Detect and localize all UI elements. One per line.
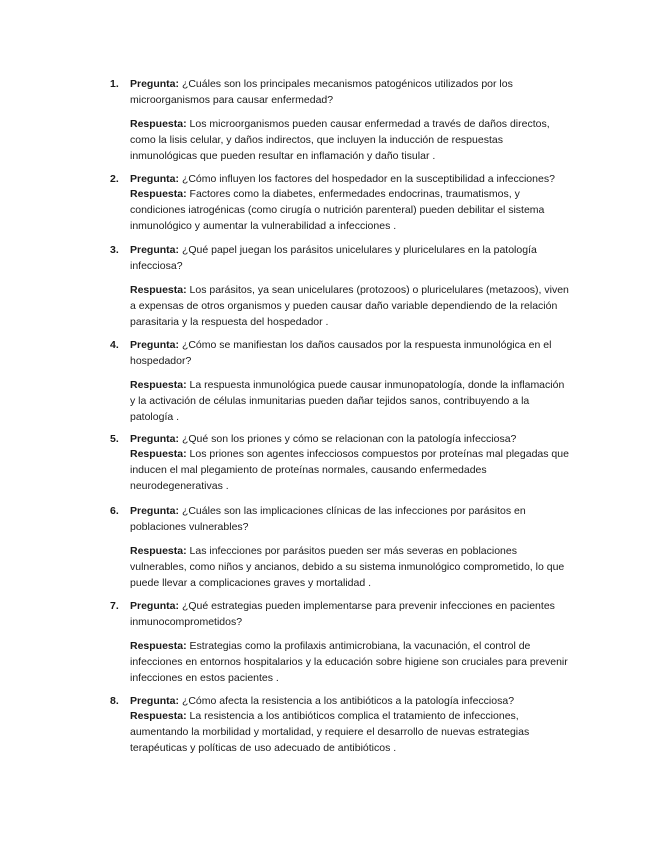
answer-text: Los microorganismos pueden causar enfermedad a través de daños directos, como la lisis celular, y daños indirectos, que incluyen la inducción de respuestas inmunológicas que pueden resultar en inflamación y daño tisular . bbox=[130, 118, 550, 163]
answer-label: Respuesta: bbox=[130, 379, 187, 391]
answer-label: Respuesta: bbox=[130, 118, 187, 130]
item-number: 2. bbox=[110, 173, 119, 185]
answer bbox=[130, 638, 570, 687]
item-number: 7. bbox=[110, 600, 119, 612]
question-text: ¿Cuáles son las implicaciones clínicas de las infecciones por parásitos en poblaciones vulnerables? bbox=[130, 505, 526, 534]
question-label: Pregunta: bbox=[130, 505, 180, 517]
question-label: Pregunta: bbox=[130, 244, 180, 256]
question-text: ¿Cuáles son los principales mecanismos patogénicos utilizados por los microorganismos para causar enfermedad? bbox=[130, 78, 513, 107]
question bbox=[130, 693, 570, 709]
answer-label: Respuesta: bbox=[130, 284, 187, 296]
answer-label: Respuesta: bbox=[130, 545, 187, 557]
answer bbox=[130, 446, 570, 495]
question-label: Pregunta: bbox=[130, 339, 180, 351]
item-number: 5. bbox=[110, 433, 119, 445]
question-text: ¿Cómo afecta la resistencia a los antibióticos a la patología infecciosa? bbox=[181, 695, 515, 707]
answer-text: Estrategias como la profilaxis antimicrobiana, la vacunación, el control de infecciones en entornos hospitalarios y la educación sobre higiene son cruciales para prevenir infecciones en estos pacientes . bbox=[130, 640, 568, 685]
item-number: 1. bbox=[110, 78, 119, 90]
answer-label: Respuesta: bbox=[130, 710, 187, 722]
question bbox=[130, 503, 570, 535]
question bbox=[130, 598, 570, 630]
question-text: ¿Qué papel juegan los parásitos unicelulares y pluricelulares en la patología infecciosa? bbox=[130, 244, 537, 273]
question-text: ¿Qué son los priones y cómo se relacionan con la patología infecciosa? bbox=[181, 433, 517, 445]
answer-text: Las infecciones por parásitos pueden ser más severas en poblaciones vulnerables, como niños y ancianos, debido a su sistema inmunológico comprometido, lo que puede llevar a complicaciones graves y mortalidad . bbox=[130, 545, 565, 590]
answer-label: Respuesta: bbox=[130, 640, 187, 652]
answer bbox=[130, 186, 570, 235]
question bbox=[130, 171, 570, 187]
question bbox=[130, 242, 570, 274]
question-text: ¿Qué estrategias pueden implementarse para prevenir infecciones en pacientes inmunocomprometidos? bbox=[130, 600, 555, 629]
answer bbox=[130, 377, 570, 426]
question-label: Pregunta: bbox=[130, 78, 180, 90]
answer bbox=[130, 543, 570, 592]
answer-label: Respuesta: bbox=[130, 188, 187, 200]
answer bbox=[130, 282, 570, 331]
question-label: Pregunta: bbox=[130, 695, 180, 707]
question-label: Pregunta: bbox=[130, 600, 180, 612]
answer-label: Respuesta: bbox=[130, 448, 187, 460]
question-label: Pregunta: bbox=[130, 173, 180, 185]
answer-text: Factores como la diabetes, enfermedades endocrinas, traumatismos, y condiciones iatrogénicas (como cirugía o nutrición parenteral) pueden debilitar el sistema inmunológico y aumentar la vulnerabilidad a infecciones . bbox=[130, 188, 545, 233]
question bbox=[130, 337, 570, 369]
answer-text: Los parásitos, ya sean unicelulares (protozoos) o pluricelulares (metazoos), viven a expensas de otros organismos y pueden causar daño variable dependiendo de la relación parasitaria y la respuesta del hospedador . bbox=[130, 284, 569, 329]
item-number: 4. bbox=[110, 339, 119, 351]
answer bbox=[130, 116, 570, 165]
answer bbox=[130, 708, 570, 757]
question-label: Pregunta: bbox=[130, 433, 180, 445]
question-text: ¿Cómo influyen los factores del hospedador en la susceptibilidad a infecciones? bbox=[181, 173, 555, 185]
item-number: 6. bbox=[110, 505, 119, 517]
question-text: ¿Cómo se manifiestan los daños causados por la respuesta inmunológica en el hospedador? bbox=[130, 339, 552, 368]
question bbox=[130, 431, 570, 447]
item-number: 8. bbox=[110, 695, 119, 707]
question bbox=[130, 76, 570, 108]
answer-text: Los priones son agentes infecciosos compuestos por proteínas mal plegadas que inducen el mal plegamiento de proteínas normales, causando enfermedades neurodegenerativas . bbox=[130, 448, 569, 493]
answer-text: La resistencia a los antibióticos complica el tratamiento de infecciones, aumentando la morbilidad y mortalidad, y requiere el desarrollo de nuevas estrategias terapéuticas y políticas de uso adecuado de antibióticos . bbox=[130, 710, 530, 755]
answer-text: La respuesta inmunológica puede causar inmunopatología, donde la inflamación y la activación de células inmunitarias pueden dañar tejidos sanos, contribuyendo a la patología . bbox=[130, 379, 565, 424]
item-number: 3. bbox=[110, 244, 119, 256]
